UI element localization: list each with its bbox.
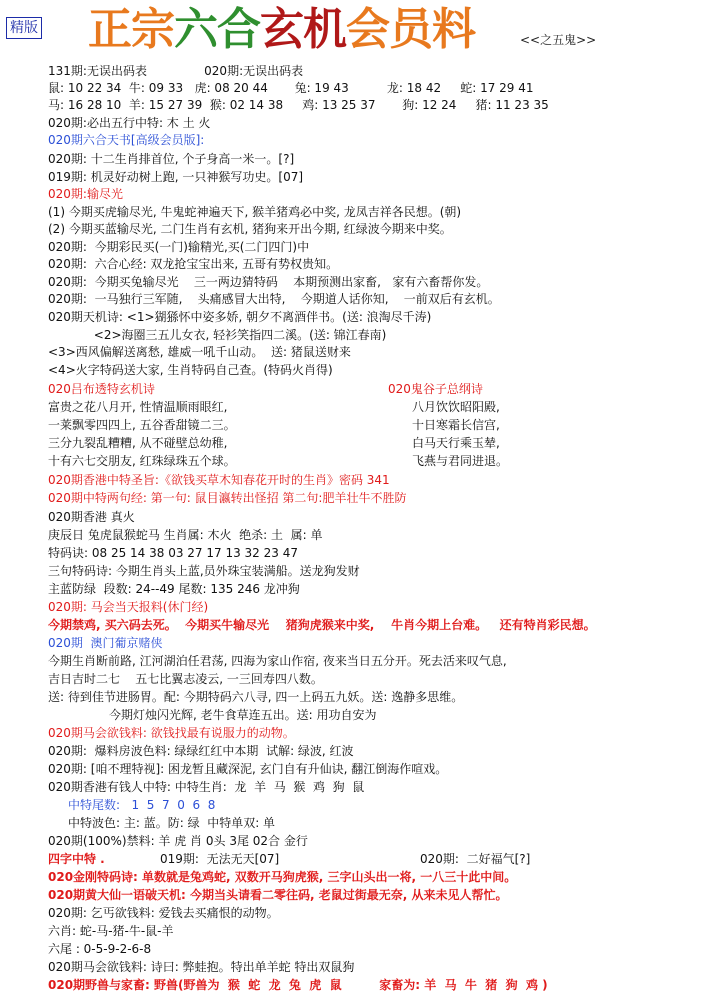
text-line: 020期: 六合心经: 双龙抢宝宝出来, 五哥有势权贵知。 (48, 257, 339, 271)
text-line: 020期:必出五行中特: 木 土 火 (48, 116, 211, 130)
text-line: 020期:输尽光 (48, 187, 123, 201)
title-char: 料 (432, 4, 475, 55)
title-char: 会 (346, 4, 389, 55)
text-line: 020期: 今期彩民买(一门)输精光,买(二门四门)中 (48, 240, 310, 254)
text-line: 020期: 一马独行三军随, 头痛感冒大出特, 今期道人话你知, 一前双后有玄机。 (48, 292, 500, 306)
title-char: 员 (389, 4, 432, 55)
text-line: 庚辰日 兔虎鼠猴蛇马 生肖属: 木火 绝杀: 土 属: 单 (48, 528, 323, 542)
text-line: 马: 16 28 10 羊: 15 27 39 猴: 02 14 38 鸡: 13 25 37 狗: 12 24 猪: 11 23 35 (48, 98, 549, 112)
text-line: 今期灯烛闪光辉, 老牛食草连五出。送: 用功自安为 (48, 708, 377, 722)
title-char: 机 (303, 4, 346, 55)
text-line: 中特尾数: 1 5 7 0 6 8 (68, 798, 216, 812)
text-line: 131期:无误出码表 020期:无误出码表 (48, 64, 304, 78)
text-line: 一莱飘零四四上, 五谷香甜镜二三。 (48, 418, 236, 432)
text-line: 020鬼谷子总纲诗 (388, 382, 483, 396)
text-line: 富贵之花八月开, 性情温顺雨眼红, (48, 400, 228, 414)
text-line: 020期: [咱不理特视]: 困龙暂且藏深泥, 玄门自有升仙诀, 翻江倒海作喧戏。 (48, 762, 448, 776)
text-line: 六肖: 蛇-马-猪-牛-鼠-羊 (48, 924, 174, 938)
text-line: 三句特码诗: 今期生肖头上蓝,员外珠宝装满船。送龙狗发财 (48, 564, 360, 578)
text-line: 鼠: 10 22 34 牛: 09 33 虎: 08 20 44 兔: 19 43 龙: 18 42 蛇: 17 29 41 (48, 81, 534, 95)
text-line: 020吕布透特玄机诗 (48, 382, 155, 396)
text-line: 020期黄大仙一语破天机: 今期当头请看二零往码, 老鼠过街最无奈, 从来未见人帮忙。 (48, 888, 508, 902)
text-line: 020期: 二好福气[?] (420, 852, 531, 866)
page-header (0, 0, 702, 62)
text-line: (2) 今期买蓝输尽光, 二门生肖有玄机, 猪狗来开出今期, 红绿波今期来中奖。 (48, 222, 452, 236)
text-line: 送: 待到佳节进肠胃。配: 今期特码六八寻, 四一上码五九妖。送: 逸静多思维。 (48, 690, 464, 704)
text-line: 019期: 无法无天[07] (160, 852, 280, 866)
text-line: 十有六七交朋友, 红珠绿珠五个球。 (48, 454, 236, 468)
text-line: 020期(100%)禁料: 羊 虎 肖 0头 3尾 02合 金行 (48, 834, 308, 848)
text-line: 飞燕与君同进退。 (412, 454, 509, 468)
text-line: 020期: 爆料房波色料: 绿绿红红中本期 试解: 绿波, 红波 (48, 744, 354, 758)
page-title (88, 0, 475, 60)
text-line: 020期香港中特圣旨:《欲钱买草木知春花开时的生肖》密码 341 (48, 473, 390, 487)
text-line: 吉日吉时二七 五七比翼志凌云, 一三回寿四八数。 (48, 672, 323, 686)
text-line: 今期生肖断前路, 江河湖泊任君荡, 四海为家山作宿, 夜来当日五分开。死去活来叹气息, (48, 654, 507, 668)
title-char: 宗 (131, 4, 174, 55)
text-line: 020期马会欲钱料: 欲钱找最有说服力的动物。 (48, 726, 295, 740)
text-line: 十日寒霜长信宫, (412, 418, 500, 432)
text-line: 020金刚特码诗: 单数就是兔鸡蛇, 双数开马狗虎猴, 三字山头出一将, 一八三十此中间。 (48, 870, 517, 884)
text-line: 020期六合天书[高级会员版]: (48, 133, 205, 147)
text-line: 今期禁鸡, 买六码去死。 今期买牛输尽光 猪狗虎猴来中奖, 牛肖今期上台难。 还有特肖彩民想。 (48, 618, 596, 632)
text-line: 020期天机诗: <1>猢猻怀中姿多娇, 朝夕不离酒伴书。(送: 浪淘尽千涛) (48, 310, 432, 324)
text-line: 020期中特两句经: 第一句: 鼠目瀛转出怪招 第二句:肥羊壮牛不胜防 (48, 491, 407, 505)
text-line: (1) 今期买虎输尽光, 牛鬼蛇神遍天下, 猴羊猪鸡必中奖, 龙凤吉祥各民想。(朝) (48, 205, 462, 219)
text-line: 020期: 十二生肖排首位, 个子身高一米一。[?] (48, 152, 295, 166)
text-line: 白马天行乘玉辇, (412, 436, 500, 450)
text-line: 三分九裂乱糟糟, 从不碰壁总幼稚, (48, 436, 228, 450)
text-line: 四字中特 . (48, 852, 105, 866)
text-line: 主蓝防绿 段数: 24--49 尾数: 135 246 龙冲狗 (48, 582, 300, 596)
text-line: 中特波色: 主: 蓝。防: 绿 中特单双: 单 (68, 816, 276, 830)
text-line: <3>西风偏解送离愁, 雄威一吼千山动。 送: 猪鼠送财来 (48, 345, 351, 359)
text-line: 020期马会欲钱料: 诗曰: 弊蛙抱。特出单羊蛇 特出双鼠狗 (48, 960, 355, 974)
text-line: 020期: 马会当天报料(休门经) (48, 600, 209, 614)
text-line: 020期野兽与家畜: 野兽(野兽为 猴 蛇 龙 兔 虎 鼠 家畜为: 羊 马 牛 猪 狗 鸡 ) (48, 978, 548, 992)
edition-tag: 精版 (6, 17, 42, 39)
title-char: 六 (174, 4, 217, 55)
text-line: 六尾 : 0-5-9-2-6-8 (48, 942, 152, 956)
text-line: 020期香港 真火 (48, 510, 135, 524)
text-line: <2>海圈三五儿女衣, 轻衫笑指四二溪。(送: 锦江春南) (48, 328, 387, 342)
text-line: <4>火字特码送大家, 生肖特码自己查。(特码火肖得) (48, 363, 333, 377)
title-char: 正 (88, 4, 131, 55)
title-char: 合 (217, 4, 260, 55)
text-line: 八月饮饮昭阳殿, (412, 400, 500, 414)
title-char: 玄 (260, 4, 303, 55)
text-line: 020期香港有钱人中特: 中特生肖: 龙 羊 马 猴 鸡 狗 鼠 (48, 780, 365, 794)
page-subtitle: <<之五鬼>> (520, 33, 597, 47)
text-line: 020期 澳门葡京赌侠 (48, 636, 163, 650)
text-line: 020期: 乞丐欲钱料: 爱钱去买痛恨的动物。 (48, 906, 279, 920)
text-line: 特码诀: 08 25 14 38 03 27 17 13 32 23 47 (48, 546, 298, 560)
text-line: 020期: 今期买兔输尽光 三一两边猜特码 本期预测出家畜, 家有六畜帮你发。 (48, 275, 489, 289)
text-line: 019期: 机灵好动树上跑, 一只神猴写功史。[07] (48, 170, 304, 184)
